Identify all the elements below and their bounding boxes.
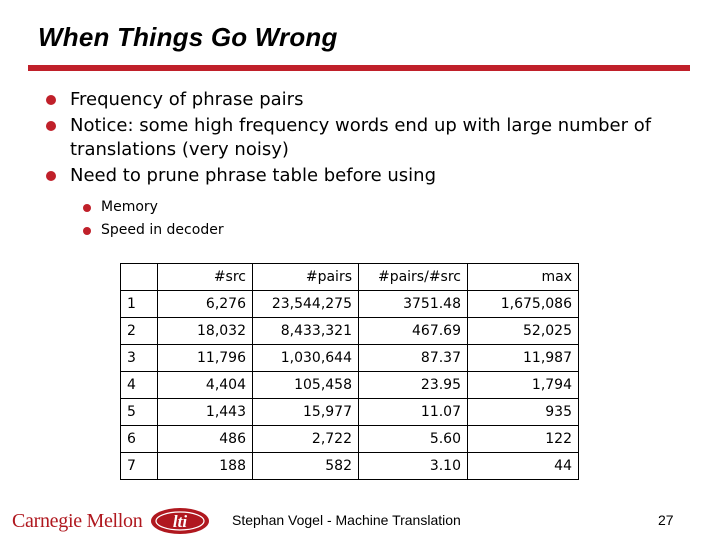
table-cell: 8,433,321 [253, 318, 359, 345]
bullet-item [44, 88, 684, 112]
table-header-cell: #src [158, 264, 253, 291]
table-cell: 2 [121, 318, 158, 345]
bullet-list [44, 88, 684, 242]
table-row [121, 291, 579, 318]
bullet-text: Notice: some high frequency words end up with large number of translations (very noisy) [70, 115, 652, 160]
table-header-cell [121, 264, 158, 291]
table-header-cell: #pairs/#src [359, 264, 468, 291]
table-cell: 3751.48 [359, 291, 468, 318]
bullet-text: Need to prune phrase table before using [70, 165, 437, 186]
table-row [121, 453, 579, 480]
bullet-dot-icon [46, 171, 56, 181]
table-row [121, 345, 579, 372]
bullet-item [44, 164, 684, 188]
table-cell: 6 [121, 426, 158, 453]
sub-bullet-dot-icon [83, 227, 91, 235]
table-cell: 4,404 [158, 372, 253, 399]
slide-title: When Things Go Wrong [38, 22, 338, 52]
table-cell: 105,458 [253, 372, 359, 399]
bullet-item [44, 114, 684, 162]
footer-logos [12, 506, 210, 536]
table-row [121, 426, 579, 453]
table-cell: 1,443 [158, 399, 253, 426]
page-number: 27 [658, 512, 674, 528]
table-cell: 87.37 [359, 345, 468, 372]
table-header-cell: #pairs [253, 264, 359, 291]
table-cell: 4 [121, 372, 158, 399]
footer-center-text: Stephan Vogel - Machine Translation [232, 512, 461, 528]
table-cell: 5.60 [359, 426, 468, 453]
title-underline [28, 65, 690, 71]
carnegie-mellon-logo: Carnegie Mellon [12, 509, 143, 532]
table-cell: 11,796 [158, 345, 253, 372]
sub-bullet-item [81, 196, 684, 219]
table-cell: 1,675,086 [468, 291, 579, 318]
table-cell: 582 [253, 453, 359, 480]
table-cell: 935 [468, 399, 579, 426]
table-cell: 52,025 [468, 318, 579, 345]
table-cell: 1,794 [468, 372, 579, 399]
table-cell: 1 [121, 291, 158, 318]
bullet-text: Frequency of phrase pairs [70, 89, 304, 110]
table-row [121, 372, 579, 399]
table-cell: 11,987 [468, 345, 579, 372]
lti-logo-icon [150, 506, 210, 536]
table-cell: 486 [158, 426, 253, 453]
table-cell: 3.10 [359, 453, 468, 480]
phrase-frequency-table [120, 263, 579, 480]
table-cell: 11.07 [359, 399, 468, 426]
table-cell: 467.69 [359, 318, 468, 345]
sub-bullet-text: Memory [101, 199, 158, 215]
table-header-row [121, 264, 579, 291]
sub-bullet-list [81, 196, 684, 242]
table-cell: 3 [121, 345, 158, 372]
table-cell: 23,544,275 [253, 291, 359, 318]
table-cell: 15,977 [253, 399, 359, 426]
table-cell: 18,032 [158, 318, 253, 345]
sub-bullet-dot-icon [83, 204, 91, 212]
table-cell: 44 [468, 453, 579, 480]
bullet-dot-icon [46, 121, 56, 131]
bullet-dot-icon [46, 95, 56, 105]
table-cell: 2,722 [253, 426, 359, 453]
table-cell: 122 [468, 426, 579, 453]
table-header-cell: max [468, 264, 579, 291]
sub-bullet-item [81, 219, 684, 242]
table-row [121, 399, 579, 426]
table-cell: 6,276 [158, 291, 253, 318]
table-cell: 23.95 [359, 372, 468, 399]
sub-bullet-text: Speed in decoder [101, 222, 224, 238]
table-cell: 1,030,644 [253, 345, 359, 372]
table-cell: 5 [121, 399, 158, 426]
table-row [121, 318, 579, 345]
lti-logo-text: lti [173, 512, 188, 531]
table-cell: 7 [121, 453, 158, 480]
table-cell: 188 [158, 453, 253, 480]
